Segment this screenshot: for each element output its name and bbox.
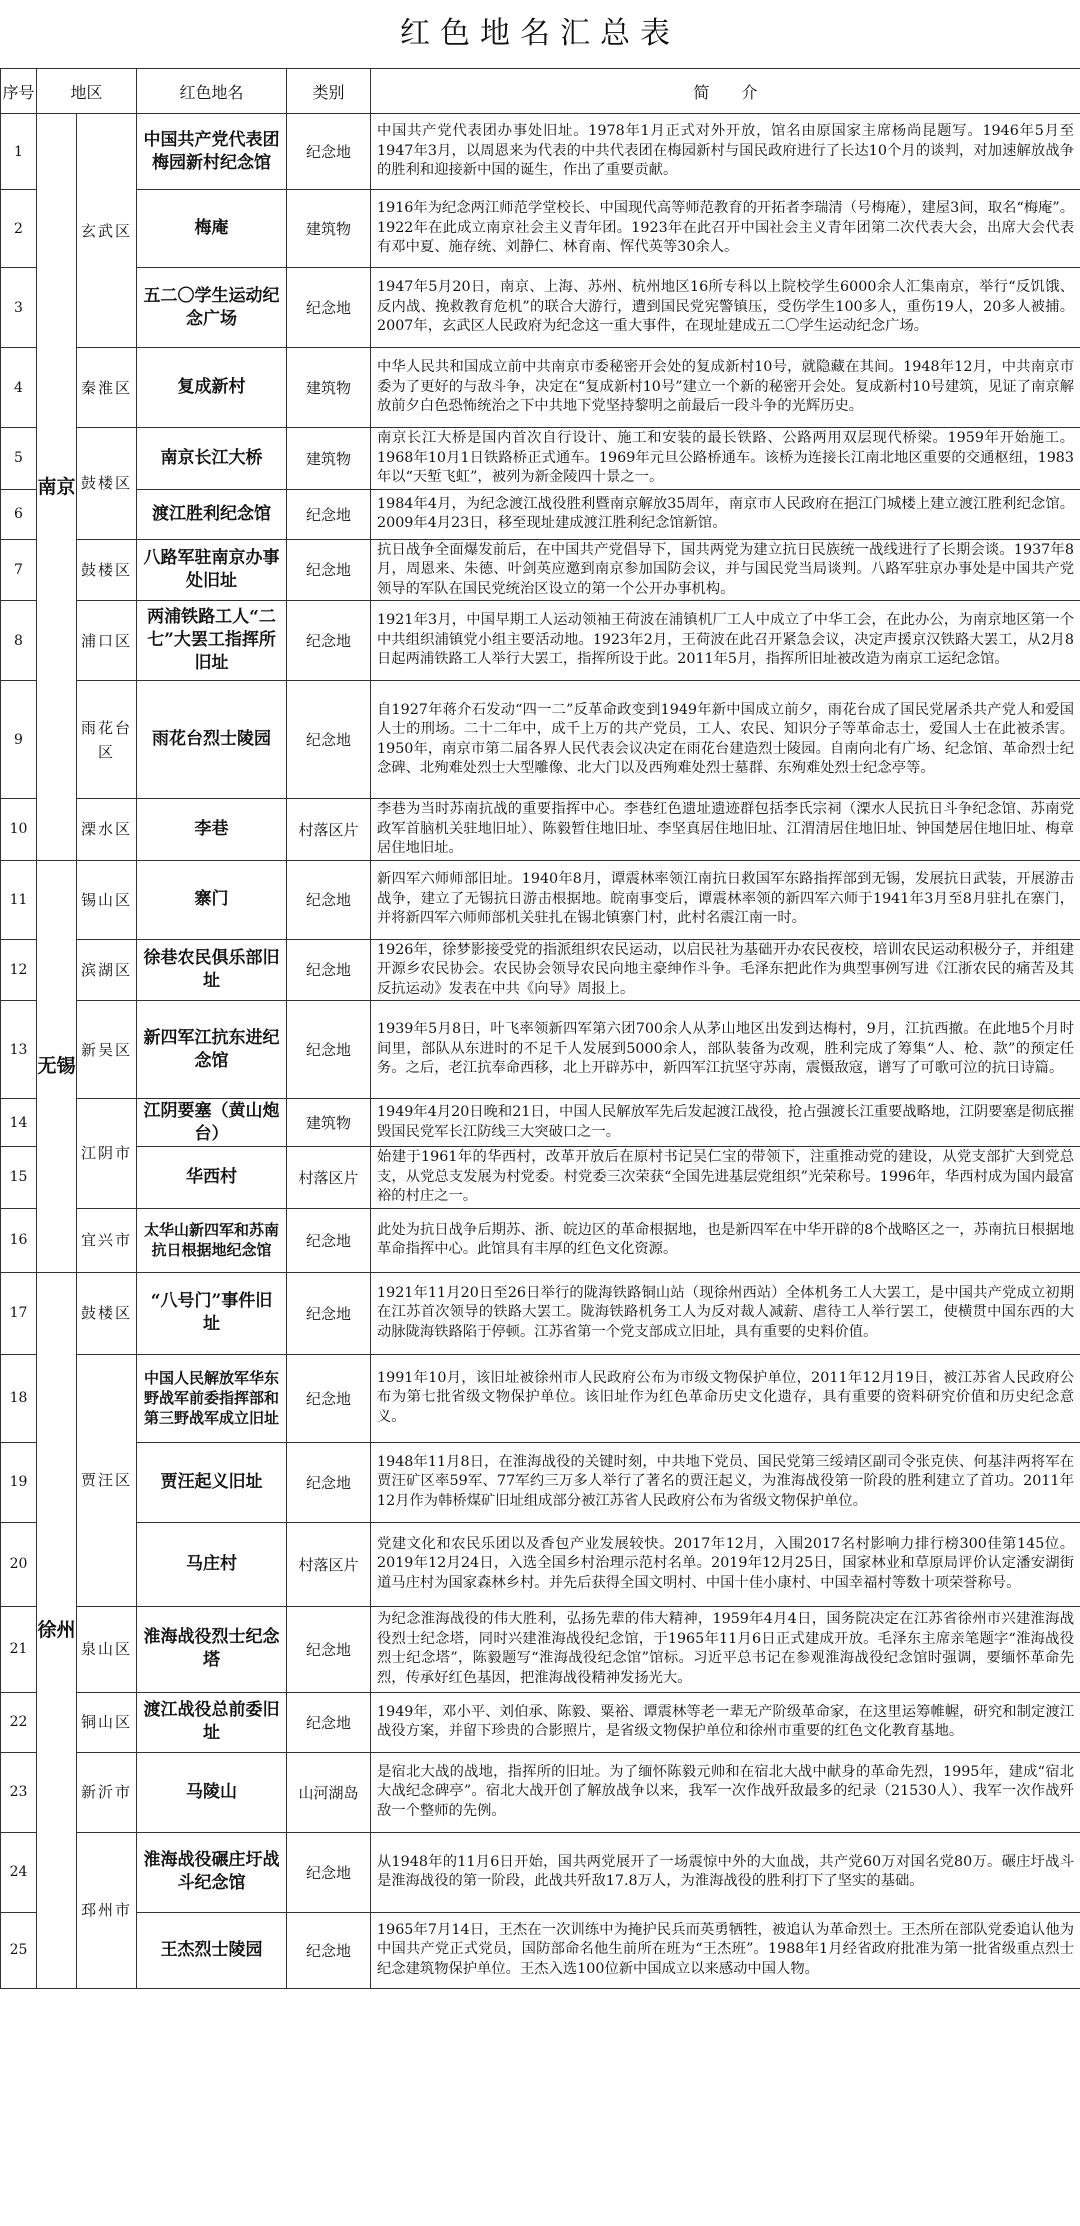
red-place-name: 雨花台烈士陵园 <box>137 681 287 799</box>
category-cell: 纪念地 <box>287 1606 371 1692</box>
row-index: 16 <box>1 1208 37 1272</box>
table-row <box>1 428 1080 490</box>
red-place-name: 贾汪起义旧址 <box>137 1442 287 1522</box>
intro-cell: 是宿北大战的战地，指挥所的旧址。为了缅怀陈毅元帅和在宿北大战中献身的革命先烈，1995年，建成“宿北大战纪念碑亭”。宿北大战开创了解放战争以来，我军一次作战歼敌最多的纪录（21530人）、我军一次作战歼敌一个整师的先例。 <box>371 1752 1080 1832</box>
intro-cell: 1939年5月8日，叶飞率领新四军第六团700余人从茅山地区出发到达梅村，9月，江抗西撤。在此地5个月时间里，部队从东进时的不足千人发展到5000余人，部队装备为改观，胜利完成了筹集“人、枪、款”的预定任务。之后，老江抗奉命西移，北上开辟苏中，新四军江抗坚守苏南，震慑敌寇，谱写了可歌可泣的抗日诗篇。 <box>371 1001 1080 1099</box>
city-cell: 徐州 <box>37 1272 77 1988</box>
category-cell: 纪念地 <box>287 1692 371 1752</box>
header-intro: 简 介 <box>371 69 1080 114</box>
category-cell: 纪念地 <box>287 539 371 601</box>
category-cell: 村落区片 <box>287 1147 371 1209</box>
red-place-name: 新四军江抗东进纪念馆 <box>137 1001 287 1099</box>
category-cell: 纪念地 <box>287 681 371 799</box>
intro-cell: 1965年7月14日，王杰在一次训练中为掩护民兵而英勇牺牲，被追认为革命烈士。王杰所在部队党委追认他为中国共产党正式党员，国防部命名他生前所在班为“王杰班”。1988年1月经省政府批准为第一批省级重点烈士纪念建筑物保护单位。王杰入选100位新中国成立以来感动中国人物。 <box>371 1912 1080 1988</box>
red-place-name: 两浦铁路工人“二七”大罢工指挥所旧址 <box>137 601 287 681</box>
category-cell: 纪念地 <box>287 1832 371 1912</box>
red-place-name: 八路军驻南京办事处旧址 <box>137 539 287 601</box>
row-index: 19 <box>1 1442 37 1522</box>
intro-cell: 1948年11月8日，在淮海战役的关键时刻，中共地下党员、国民党第三绥靖区副司令张克侠、何基沣两将军在贾汪矿区率59军、77军约三万多人举行了著名的贾汪起义，为淮海战役第一阶段的胜利建立了首功。2011年12月作为韩桥煤矿旧址组成部分被江苏省人民政府公布为省级文物保护单位。 <box>371 1442 1080 1522</box>
table-row <box>1 681 1080 799</box>
district-cell: 鼓楼区 <box>77 428 137 540</box>
category-cell: 纪念地 <box>287 939 371 1001</box>
intro-cell: 此处为抗日战争后期苏、浙、皖边区的革命根据地，也是新四军在中华开辟的8个战略区之一，苏南抗日根据地革命指挥中心。此馆具有丰厚的红色文化资源。 <box>371 1208 1080 1272</box>
red-place-name: 渡江胜利纪念馆 <box>137 489 287 539</box>
red-place-name: 马陵山 <box>137 1752 287 1832</box>
category-cell: 纪念地 <box>287 1442 371 1522</box>
table-row <box>1 1522 1080 1606</box>
category-cell: 村落区片 <box>287 1522 371 1606</box>
red-place-name: 五二〇学生运动纪念广场 <box>137 268 287 348</box>
row-index: 25 <box>1 1912 37 1988</box>
table-row <box>1 1001 1080 1099</box>
table-row <box>1 601 1080 681</box>
row-index: 15 <box>1 1147 37 1209</box>
red-place-name: 华西村 <box>137 1147 287 1209</box>
district-cell: 锡山区 <box>77 860 137 939</box>
table-row <box>1 190 1080 268</box>
header-category: 类别 <box>287 69 371 114</box>
city-cell: 无锡 <box>37 860 77 1272</box>
category-cell: 纪念地 <box>287 1001 371 1099</box>
table-row <box>1 1354 1080 1442</box>
red-place-name: 南京长江大桥 <box>137 428 287 490</box>
table-row <box>1 939 1080 1001</box>
table-row <box>1 1442 1080 1522</box>
category-cell: 纪念地 <box>287 268 371 348</box>
district-cell: 浦口区 <box>77 601 137 681</box>
row-index: 24 <box>1 1832 37 1912</box>
category-cell: 纪念地 <box>287 601 371 681</box>
red-place-name: 中国人民解放军华东野战军前委指挥部和第三野战军成立旧址 <box>137 1354 287 1442</box>
header-idx: 序号 <box>1 69 37 114</box>
table-row <box>1 1832 1080 1912</box>
district-cell: 滨湖区 <box>77 939 137 1001</box>
page-title: 红色地名汇总表 <box>400 16 680 51</box>
intro-cell: 1921年3月，中国早期工人运动领袖王荷波在浦镇机厂工人中成立了中华工会，在此办公，为南京地区第一个中共组织浦镇党小组主要活动地。1923年2月，王荷波在此召开紧急会议，决定声援京汉铁路大罢工，从2月8日起两浦铁路工人举行大罢工，指挥所设于此。2011年5月，指挥所旧址被改造为南京工运纪念馆。 <box>371 601 1080 681</box>
category-cell: 纪念地 <box>287 1208 371 1272</box>
table-row <box>1 860 1080 939</box>
row-index: 23 <box>1 1752 37 1832</box>
header-name: 红色地名 <box>137 69 287 114</box>
category-cell: 纪念地 <box>287 114 371 190</box>
district-cell: 溧水区 <box>77 799 137 861</box>
table-row <box>1 1752 1080 1832</box>
district-cell: 鼓楼区 <box>77 1272 137 1354</box>
red-place-name: 淮海战役碾庄圩战斗纪念馆 <box>137 1832 287 1912</box>
category-cell: 纪念地 <box>287 489 371 539</box>
row-index: 10 <box>1 799 37 861</box>
row-index: 17 <box>1 1272 37 1354</box>
table-row <box>1 348 1080 428</box>
district-cell: 铜山区 <box>77 1692 137 1752</box>
row-index: 9 <box>1 681 37 799</box>
row-index: 20 <box>1 1522 37 1606</box>
table-row <box>1 114 1080 190</box>
intro-cell: 自1927年蒋介石发动“四一二”反革命政变到1949年新中国成立前夕，雨花台成了国民党屠杀共产党人和爱国人士的刑场。二十二年中，成千上万的共产党员，工人、农民、知识分子等革命志士，爱国人士在此被杀害。1950年，南京市第二届各界人民代表会议决定在雨花台建造烈士陵园。自南向北有广场、纪念馆、革命烈士纪念碑、北殉难处烈士大型雕像、北大门以及西殉难处烈士墓群、东殉难处烈士纪念亭等。 <box>371 681 1080 799</box>
intro-cell: 1947年5月20日，南京、上海、苏州、杭州地区16所专科以上院校学生6000余人汇集南京，举行“反饥饿、反内战、挽救教育危机”的联合大游行，遭到国民党宪警镇压，受伤学生100多人，重伤19人，20多人被捕。2007年，玄武区人民政府为纪念这一重大事件，在现址建成五二〇学生运动纪念广场。 <box>371 268 1080 348</box>
intro-cell: 抗日战争全面爆发前后，在中国共产党倡导下，国共两党为建立抗日民族统一战线进行了长期会谈。1937年8月，周恩来、朱德、叶剑英应邀到南京参加国防会议，并与国民党当局谈判。八路军驻京办事处是中国共产党领导的军队在国民党统治区设立的第一个公开办事机构。 <box>371 539 1080 601</box>
district-cell: 江阴市 <box>77 1099 137 1209</box>
row-index: 14 <box>1 1099 37 1147</box>
intro-cell: 始建于1961年的华西村，改革开放后在原村书记吴仁宝的带领下，注重推动党的建设，从党支部扩大到党总支，从党总支发展为村党委。村党委三次荣获“全国先进基层党组织”光荣称号。1996年，华西村成为国内最富裕的村庄之一。 <box>371 1147 1080 1209</box>
red-place-name: 江阴要塞（黄山炮台） <box>137 1099 287 1147</box>
red-place-name: 马庄村 <box>137 1522 287 1606</box>
intro-cell: 为纪念淮海战役的伟大胜利，弘扬先辈的伟大精神，1959年4月4日，国务院决定在江苏省徐州市兴建淮海战役烈士纪念塔，同时兴建淮海战役纪念馆，于1965年11月6日正式建成开放。毛泽东主席亲笔题字“淮海战役烈士纪念塔”，陈毅题写“淮海战役纪念馆”馆标。习近平总书记在参观淮海战役纪念馆时强调，要缅怀革命先烈，传承好红色基因，把淮海战役精神发扬光大。 <box>371 1606 1080 1692</box>
intro-cell: 中华人民共和国成立前中共南京市委秘密开会处的复成新村10号，就隐藏在其间。1948年12月，中共南京市委为了更好的与敌斗争，决定在“复成新村10号”建立一个新的秘密开会处。复成新村10号建筑，见证了南京解放前夕白色恐怖统治之下中共地下党坚持黎明之前最后一段斗争的光辉历史。 <box>371 348 1080 428</box>
row-index: 21 <box>1 1606 37 1692</box>
intro-cell: 从1948年的11月6日开始，国共两党展开了一场震惊中外的大血战，共产党60万对国名党80万。碾庄圩战斗是淮海战役的第一阶段，此战共歼敌17.8万人，为淮海战役的胜利打下了坚实的基础。 <box>371 1832 1080 1912</box>
red-place-name: “八号门”事件旧址 <box>137 1272 287 1354</box>
intro-cell: 1991年10月，该旧址被徐州市人民政府公布为市级文物保护单位，2011年12月19日，被江苏省人民政府公布为第七批省级文物保护单位。该旧址作为红色革命历史文化遗存，具有重要的资料研究价值和历史纪念意义。 <box>371 1354 1080 1442</box>
table-row <box>1 1208 1080 1272</box>
city-cell: 南京 <box>37 114 77 861</box>
district-cell: 邳州市 <box>77 1832 137 1988</box>
red-place-name: 李巷 <box>137 799 287 861</box>
intro-cell: 1921年11月20日至26日举行的陇海铁路铜山站（现徐州西站）全体机务工人大罢工，是中国共产党成立初期在江苏首次领导的铁路大罢工。陇海铁路机务工人为反对裁人减薪、虐待工人举行罢工，使横贯中国东西的大动脉陇海铁路陷于停顿。江苏省第一个党支部成立旧址，具有重要的史料价值。 <box>371 1272 1080 1354</box>
category-cell: 纪念地 <box>287 860 371 939</box>
row-index: 8 <box>1 601 37 681</box>
district-cell: 鼓楼区 <box>77 539 137 601</box>
table-row <box>1 539 1080 601</box>
table-row <box>1 799 1080 861</box>
table-row <box>1 1099 1080 1147</box>
row-index: 22 <box>1 1692 37 1752</box>
category-cell: 建筑物 <box>287 428 371 490</box>
district-cell: 玄武区 <box>77 114 137 348</box>
category-cell: 纪念地 <box>287 1272 371 1354</box>
category-cell: 纪念地 <box>287 1912 371 1988</box>
red-place-name: 徐巷农民俱乐部旧址 <box>137 939 287 1001</box>
table-row <box>1 1606 1080 1692</box>
red-place-name: 梅庵 <box>137 190 287 268</box>
row-index: 1 <box>1 114 37 190</box>
category-cell: 纪念地 <box>287 1354 371 1442</box>
intro-cell: 中国共产党代表团办事处旧址。1978年1月正式对外开放，馆名由原国家主席杨尚昆题写。1946年5月至1947年3月，以周恩来为代表的中共代表团在梅园新村与国民政府进行了长达10个月的谈判，对加速解放战争的胜利和迎接新中国的诞生，作出了重要贡献。 <box>371 114 1080 190</box>
row-index: 6 <box>1 489 37 539</box>
red-place-name: 渡江战役总前委旧址 <box>137 1692 287 1752</box>
intro-cell: 党建文化和农民乐团以及香包产业发展较快。2017年12月，入围2017名村影响力排行榜300佳第145位。2019年12月24日，入选全国乡村治理示范村名单。2019年12月25日，国家林业和草原局评价认定潘安湖街道马庄村为国家森林乡村。并先后获得全国文明村、中国十佳小康村、中国幸福村等数十项荣誉称号。 <box>371 1522 1080 1606</box>
table-row <box>1 1912 1080 1988</box>
district-cell: 雨花台区 <box>77 681 137 799</box>
row-index: 3 <box>1 268 37 348</box>
red-place-name: 太华山新四军和苏南抗日根据地纪念馆 <box>137 1208 287 1272</box>
row-index: 11 <box>1 860 37 939</box>
row-index: 2 <box>1 190 37 268</box>
red-place-name: 复成新村 <box>137 348 287 428</box>
red-place-name: 王杰烈士陵园 <box>137 1912 287 1988</box>
intro-cell: 1926年，徐梦影接受党的指派组织农民运动，以启民社为基础开办农民夜校，培训农民运动积极分子，并组建开源乡农民协会。农民协会领导农民向地主豪绅作斗争。毛泽东把此作为典型事例写进《江浙农民的痛苦及其反抗运动》发表在中共《向导》周报上。 <box>371 939 1080 1001</box>
intro-cell: 1949年4月20日晚和21日，中国人民解放军先后发起渡江战役，抢占强渡长江重要战略地，江阴要塞是彻底摧毁国民党军长江防线三大突破口之一。 <box>371 1099 1080 1147</box>
header-row <box>1 69 1080 114</box>
district-cell: 秦淮区 <box>77 348 137 428</box>
intro-cell: 1984年4月，为纪念渡江战役胜利暨南京解放35周年，南京市人民政府在挹江门城楼上建立渡江胜利纪念馆。2009年4月23日，移至现址建成渡江胜利纪念馆新馆。 <box>371 489 1080 539</box>
table-row <box>1 489 1080 539</box>
category-cell: 建筑物 <box>287 1099 371 1147</box>
table-row <box>1 1692 1080 1752</box>
summary-table <box>0 68 1080 1989</box>
district-cell: 贾汪区 <box>77 1354 137 1606</box>
district-cell: 新吴区 <box>77 1001 137 1099</box>
table-row <box>1 1272 1080 1354</box>
red-place-name: 淮海战役烈士纪念塔 <box>137 1606 287 1692</box>
row-index: 7 <box>1 539 37 601</box>
row-index: 13 <box>1 1001 37 1099</box>
red-place-name: 寨门 <box>137 860 287 939</box>
row-index: 5 <box>1 428 37 490</box>
district-cell: 宜兴市 <box>77 1208 137 1272</box>
category-cell: 建筑物 <box>287 190 371 268</box>
intro-cell: 1949年，邓小平、刘伯承、陈毅、粟裕、谭震林等老一辈无产阶级革命家，在这里运筹帷幄，研究和制定渡江战役方案，并留下珍贵的合影照片，是省级文物保护单位和徐州市重要的红色文化教育基地。 <box>371 1692 1080 1752</box>
category-cell: 山河湖岛 <box>287 1752 371 1832</box>
row-index: 18 <box>1 1354 37 1442</box>
intro-cell: 1916年为纪念两江师范学堂校长、中国现代高等师范教育的开拓者李瑞清（号梅庵），建屋3间，取名“梅庵”。1922年在此成立南京社会主义青年团。1923年在此召开中国社会主义青年团第二次代表大会，出席大会代表有邓中夏、施存统、刘静仁、林育南、恽代英等30余人。 <box>371 190 1080 268</box>
intro-cell: 南京长江大桥是国内首次自行设计、施工和安装的最长铁路、公路两用双层现代桥梁。1959年开始施工。1968年10月1日铁路桥正式通车。1969年元旦公路桥通车。该桥为连接长江南北地区重要的交通枢纽，1983年以“天堑飞虹”，被列为新金陵四十景之一。 <box>371 428 1080 490</box>
table-row <box>1 268 1080 348</box>
header-region: 地区 <box>37 69 137 114</box>
category-cell: 村落区片 <box>287 799 371 861</box>
district-cell: 泉山区 <box>77 1606 137 1692</box>
row-index: 4 <box>1 348 37 428</box>
district-cell: 新沂市 <box>77 1752 137 1832</box>
intro-cell: 李巷为当时苏南抗战的重要指挥中心。李巷红色遗址遗迹群包括李氏宗祠（溧水人民抗日斗争纪念馆、苏南党政军首脑机关驻地旧址）、陈毅暂住地旧址、李坚真居住地旧址、江渭清居住地旧址、钟国楚居住地旧址、梅章居住地旧址。 <box>371 799 1080 861</box>
row-index: 12 <box>1 939 37 1001</box>
red-place-name: 中国共产党代表团梅园新村纪念馆 <box>137 114 287 190</box>
intro-cell: 新四军六师师部旧址。1940年8月，谭震林率领江南抗日救国军东路指挥部到无锡，发展抗日武装，开展游击战争，建立了无锡抗日游击根据地。皖南事变后，谭震林率领的新四军六师于1941年3月至8月驻扎在寨门，并将新四军六师师部机关驻扎在锡北镇寨门村，此村名震江南一时。 <box>371 860 1080 939</box>
table-row <box>1 1147 1080 1209</box>
category-cell: 建筑物 <box>287 348 371 428</box>
